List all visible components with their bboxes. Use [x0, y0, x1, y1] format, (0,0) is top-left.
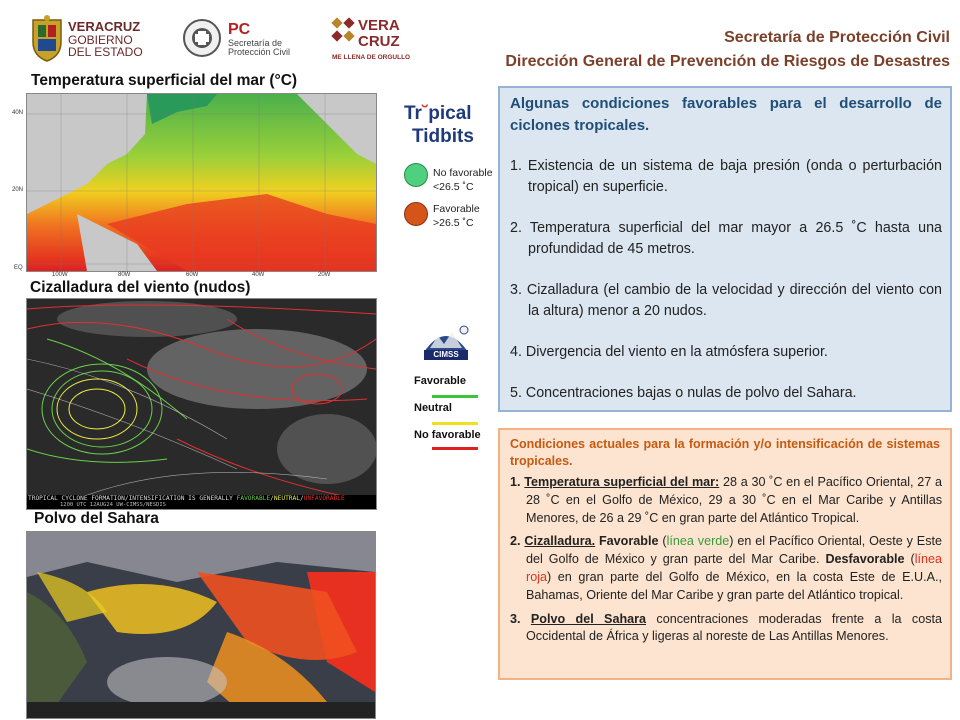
shear-caption: TROPICAL CYCLONE FORMATION/INTENSIFICATION IS GENERALLY FAVORABLE/NEUTRAL/UNFAVORABLE	[28, 495, 345, 502]
logo-veracruz-line1: VERACRUZ	[68, 19, 141, 34]
sst-lon-label-1: 80W	[118, 272, 131, 278]
sst-legend-favorable-swatch	[404, 202, 428, 226]
sst-legend-no-favorable-label	[433, 166, 493, 194]
sst-lon-label-4: 20W	[318, 272, 331, 278]
current-item-shear-paren1-close: )	[729, 534, 734, 549]
sst-lat-label-2: EQ	[14, 265, 23, 271]
current-conditions-list	[510, 474, 942, 652]
logo-vc-line1: VERA	[358, 17, 400, 34]
favorable-conditions-list	[510, 156, 942, 424]
wind-legend-favorable-line	[432, 395, 478, 398]
sst-lat-label-0: 40N	[12, 110, 24, 116]
shear-caption-part1: TROPICAL CYCLONE FORMATION/INTENSIFICATION IS GENERALLY	[28, 495, 237, 502]
current-item-sst-head: Temperatura superficial del mar:	[524, 475, 720, 489]
wind-legend-neutral-label: Neutral	[414, 402, 452, 414]
current-item-shear-red: línea roja	[526, 552, 942, 584]
current-item-dust-head: Polvo del Sahara	[530, 611, 647, 626]
header-title-1: Secretaría de Protección Civil	[724, 29, 950, 46]
cimss-label: CIMSS	[433, 350, 459, 359]
dust-map-graphic	[27, 532, 375, 718]
logo-veracruz-line3: DEL ESTADO	[68, 45, 143, 60]
condition-item: 5. Concentraciones bajas o nulas de polvo del Sahara.	[510, 385, 857, 401]
current-item-sst-num: 1.	[510, 475, 521, 489]
current-item-shear	[510, 533, 942, 604]
shear-caption-neu: NEUTRAL	[273, 495, 300, 502]
current-item-shear-head: Cizalladura.	[524, 534, 596, 549]
sst-lat-label-1: 20N	[12, 187, 24, 193]
header-title-2: Dirección General de Prevención de Riesgos de Desastres	[505, 53, 950, 70]
current-item-shear-paren1-open: (	[658, 534, 667, 549]
favorable-conditions-title: Algunas condiciones favorables para el desarrollo de ciclones tropicales.	[510, 95, 942, 134]
veracruz-gobierno-logo	[30, 14, 150, 64]
sst-legend-favorable-label	[433, 202, 480, 230]
sst-map-graphic	[27, 94, 376, 271]
condition-item: 4. Divergencia del viento en la atmósfera superior.	[510, 344, 828, 360]
sst-map	[26, 93, 377, 272]
sst-lon-label-2: 60W	[186, 272, 199, 278]
tidbits-line1-b: pical	[428, 103, 472, 124]
veracruz-orgullo-logo	[330, 14, 410, 66]
logo-vc-line2: CRUZ	[358, 32, 400, 50]
vc-pattern-icon	[330, 16, 356, 52]
cimss-logo	[420, 322, 472, 360]
sst-lon-label-3: 40W	[252, 272, 265, 278]
proteccion-civil-logo	[182, 14, 302, 64]
current-item-sst-text: 28 a 30 ˚C en el Pacífico Oriental, 27 a 28 ˚C en el Golfo de México, 29 a 30 ˚C en el Mar Caribe y Antillas Menores, de 26 a 29 ˚C en gran parte del Atlántico Tropical.	[526, 475, 943, 525]
shear-map-graphic	[27, 299, 376, 509]
current-item-shear-unfav: Desfavorable	[825, 552, 905, 567]
shear-caption-2: 1200 UTC 12AUG24 UW-CIMSS/NESDIS	[60, 502, 166, 508]
wind-legend-no-favorable-line	[432, 447, 478, 450]
wind-legend-neutral-line	[432, 422, 478, 425]
wind-legend-no-favorable-label: No favorable	[414, 429, 481, 441]
current-item-shear-paren2-close: )	[547, 569, 552, 584]
logo-pc-line1: Secretaría de	[228, 37, 283, 48]
logo-pc-line2: Protección Civil	[228, 47, 291, 58]
logo-veracruz-line2: GOBIERNO	[68, 32, 133, 47]
current-item-dust-text: concentraciones moderadas frente a la costa Occidental de África y ligeras al noreste de Las Antillas Menores.	[526, 611, 943, 644]
sst-legend-no-fav-line2: <26.5 ˚C	[433, 181, 474, 193]
current-item-sst	[510, 474, 942, 527]
sst-legend-fav-line2: >26.5 ˚C	[433, 217, 474, 229]
tidbits-line1	[404, 103, 494, 125]
current-item-shear-green: línea verde	[666, 534, 730, 549]
shear-caption-unf: UNFAVORABLE	[303, 495, 345, 502]
logo-pc-abbr: PC	[228, 21, 251, 38]
condition-item: 2. Temperatura superficial del mar mayor a 26.5 ˚C hasta una profundidad de 45 metros.	[510, 220, 942, 257]
current-conditions-title: Condiciones actuales para la formación y/o intensificación de sistemas tropicales.	[510, 437, 940, 468]
wind-legend-favorable-label: Favorable	[414, 375, 466, 387]
sst-lon-label-0: 100W	[52, 272, 68, 278]
condition-item: 3. Cizalladura (el cambio de la velocidad y dirección del viento con la altura) menor a 20 nudos.	[510, 282, 942, 319]
shear-map	[26, 298, 377, 510]
logo-vc-slogan: ME LLENA DE ORGULLO	[332, 54, 411, 61]
tidbits-line1-a: Tr	[404, 103, 422, 124]
current-item-shear-text1: en el Pacífico Oriental, Oeste y Este del Golfo de México y gran parte del Mar Caribe.	[526, 534, 943, 567]
shear-caption-fav: FAVORABLE	[236, 495, 271, 502]
current-item-dust-num: 3.	[510, 611, 521, 626]
pc-shield-icon	[182, 14, 222, 62]
tidbits-line2: Tidbits	[412, 126, 474, 147]
sst-legend-no-favorable-swatch	[404, 163, 428, 187]
sst-title: Temperatura superficial del mar (°C)	[31, 72, 298, 89]
current-item-dust	[510, 611, 942, 647]
shear-title: Cizalladura del viento (nudos)	[30, 279, 251, 296]
tropical-tidbits-logo	[404, 103, 494, 149]
condition-item: 1. Existencia de un sistema de baja presión (onda o perturbación tropical) en superficie.	[510, 158, 942, 195]
current-item-shear-text2: en gran parte del Golfo de México, en la costa Este de E.U.A., Bahamas, Oriente del Mar Caribe y gran parte del Atlántico tropical.	[526, 569, 942, 602]
current-item-shear-num: 2.	[510, 534, 521, 549]
sst-legend-fav-line1: Favorable	[433, 203, 480, 215]
sst-legend-no-fav-line1: No favorable	[433, 167, 493, 179]
tidbits-swirl-icon: ˘	[421, 103, 429, 124]
favorable-conditions-box	[498, 86, 952, 412]
dust-map	[26, 531, 376, 719]
current-item-shear-fav: Favorable	[595, 534, 659, 549]
current-conditions-box	[498, 428, 952, 680]
veracruz-shield-icon	[30, 14, 64, 62]
current-item-shear-paren2-open: (	[904, 552, 915, 567]
dust-title: Polvo del Sahara	[34, 510, 159, 527]
